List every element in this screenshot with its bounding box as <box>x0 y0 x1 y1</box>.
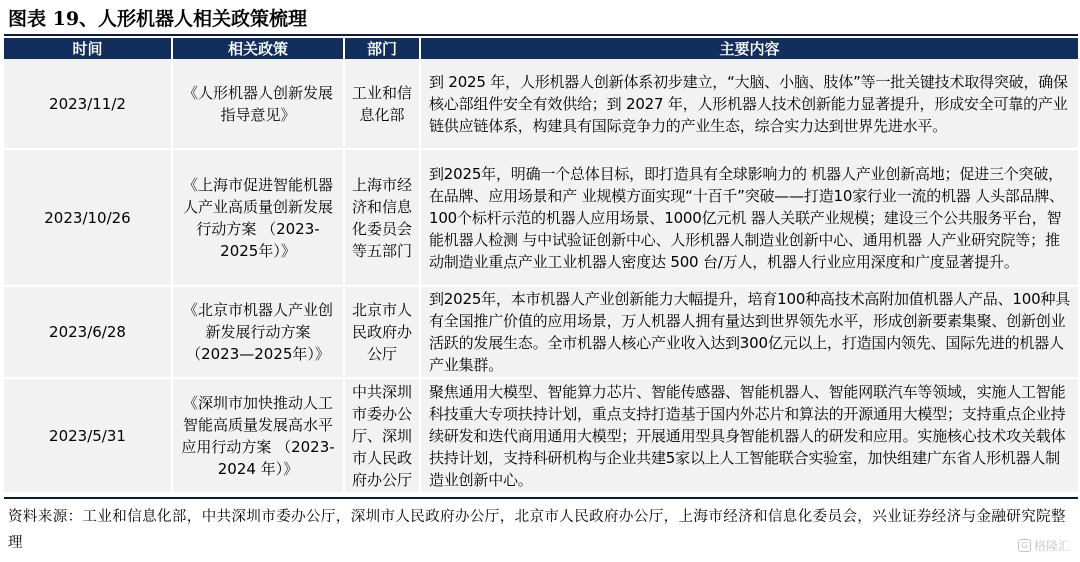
cell-department: 上海市经济和信息化委员会等五部门 <box>344 149 420 286</box>
cell-policy: 《深圳市加快推动人工智能高质量发展高水平应用行动方案 （2023-2024 年）》 <box>172 378 344 493</box>
cell-policy: 《上海市促进智能机器人产业高质量创新发展行动方案 （2023-2025年）》 <box>172 149 344 286</box>
source-note: 资料来源：工业和信息化部，中共深圳市委办公厅，深圳市人民政府办公厅，北京市人民政府办公厅，上海市经济和信息化委员会，兴业证券经济与金融研究院整理 <box>8 509 1066 551</box>
header-policy: 相关政策 <box>172 38 344 59</box>
cell-date: 2023/10/26 <box>4 149 172 286</box>
top-rule <box>4 34 1078 36</box>
cell-content: 聚焦通用大模型、智能算力芯片、智能传感器、智能机器人、智能网联汽车等领域，实施人工智能科技重大专项扶持计划，重点支持打造基于国内外芯片和算法的开源通用大模型；支持重点企业持续研发和迭代商用通用大模型；开展通用型具身智能机器人的研发和应用。实施核心技术攻关载体扶持计划，支持科研机构与企业共建5家以上人工智能联合实验室，加快组建广东省人形机器人制造业创新中心。 <box>420 378 1078 493</box>
cell-policy: 《人形机器人创新发展指导意见》 <box>172 59 344 149</box>
cell-department: 工业和信息化部 <box>344 59 420 149</box>
header-department: 部门 <box>344 38 420 59</box>
watermark-text: 格隆汇 <box>1033 539 1070 553</box>
table-row <box>4 59 1078 149</box>
cell-date: 2023/6/28 <box>4 286 172 378</box>
table-row <box>4 378 1078 493</box>
gelonghui-logo-icon: G <box>1018 539 1031 552</box>
cell-content: 到2025年，明确一个总体目标，即打造具有全球影响力的 机器人产业创新高地；促进三个突破，在品牌、应用场景和产 业规模方面实现“十百千”突破——打造10家行业一流的机器 人头部品牌、100个标杆示范的机器人应用场景、1000亿元机 器人关联产业规模；建设三个公共服务平台，智能机器人检测 与中试验证创新中心、人形机器人制造业创新中心、通用机器 人产业研究院等；推动制造业重点产业工业机器人密度达 500 台/万人，机器人行业应用深度和广度显著提升。 <box>420 149 1078 286</box>
table-row <box>4 149 1078 286</box>
cell-department: 北京市人民政府办公厅 <box>344 286 420 378</box>
header-content: 主要内容 <box>420 38 1078 59</box>
table-row <box>4 286 1078 378</box>
table-header-row <box>4 38 1078 59</box>
cell-policy: 《北京市机器人产业创新发展行动方案（2023—2025年）》 <box>172 286 344 378</box>
cell-department: 中共深圳市委办公厅、深圳市人民政府办公厅 <box>344 378 420 493</box>
policy-table <box>4 38 1078 494</box>
bottom-rule <box>4 497 1078 499</box>
cell-date: 2023/5/31 <box>4 378 172 493</box>
watermark <box>1018 537 1070 554</box>
cell-content: 到2025年，本市机器人产业创新能力大幅提升，培育100种高技术高附加值机器人产品、100种具有全国推广价值的应用场景，万人机器人拥有量达到世界领先水平，形成创新要素集聚、创新创业活跃的发展生态。全市机器人核心产业收入达到300亿元以上，打造国内领先、国际先进的机器人产业集群。 <box>420 286 1078 378</box>
cell-date: 2023/11/2 <box>4 59 172 149</box>
cell-content: 到 2025 年，人形机器人创新体系初步建立，“大脑、小脑、肢体”等一批关键技术取得突破，确保核心部组件安全有效供给；到 2027 年，人形机器人技术创新能力显著提升，形成安全可靠的产业链供应链体系，构建具有国际竞争力的产业生态，综合实力达到世界先进水平。 <box>420 59 1078 149</box>
figure-title: 图表 19、人形机器人相关政策梳理 <box>8 8 308 30</box>
header-date: 时间 <box>4 38 172 59</box>
